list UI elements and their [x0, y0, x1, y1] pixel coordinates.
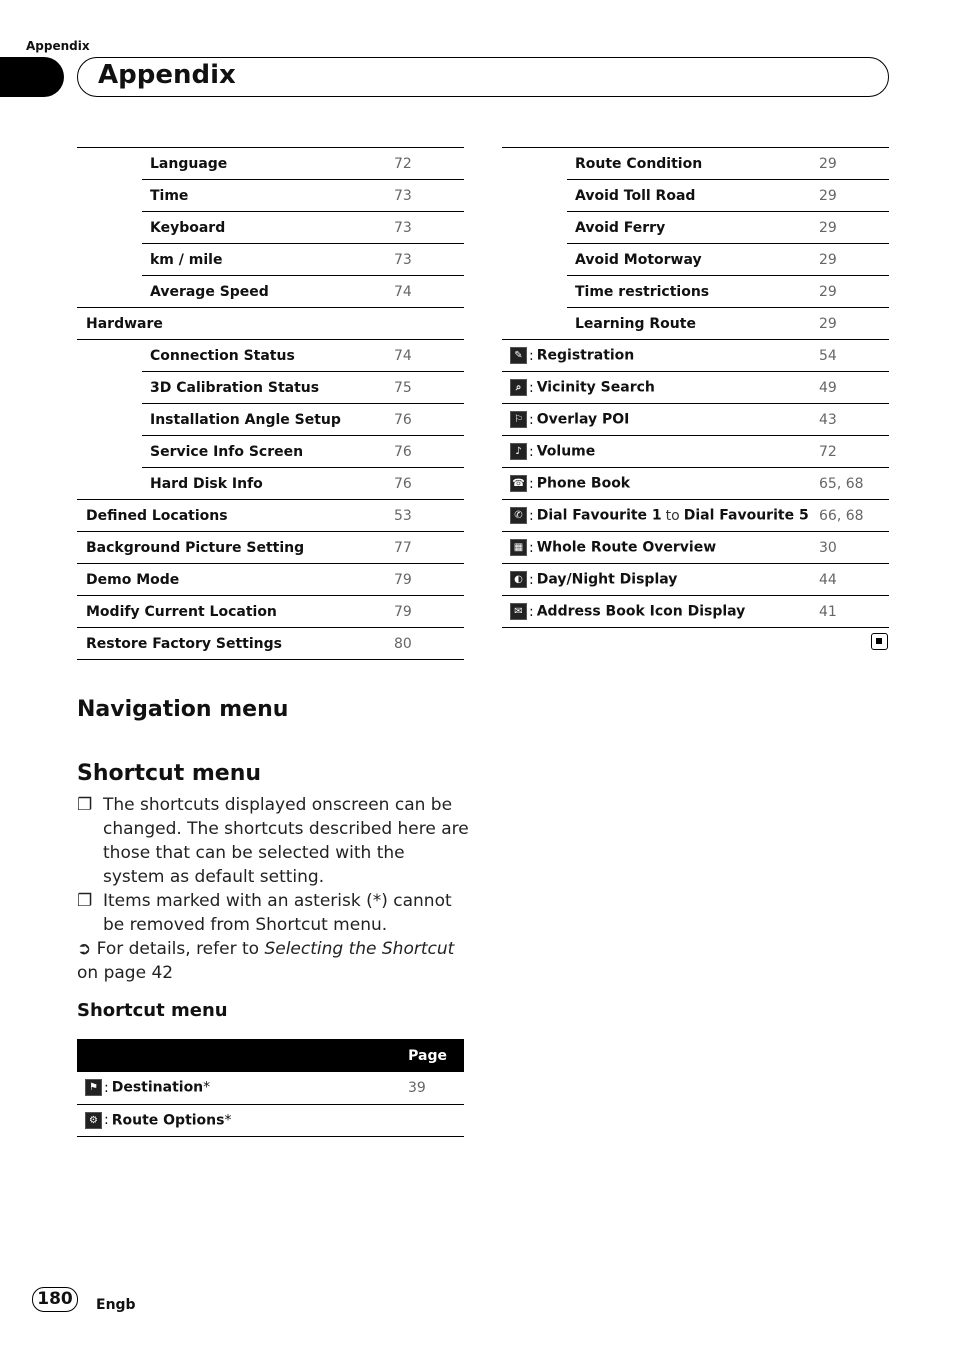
- registration-icon: ✎: [510, 347, 527, 364]
- row-page: 53: [394, 500, 464, 532]
- row-label: Restore Factory Settings: [77, 628, 394, 660]
- table-row: [77, 468, 464, 500]
- shortcut-menu-table: [77, 1039, 464, 1137]
- row-label: Route Condition: [567, 148, 819, 180]
- route-menu-table: [502, 147, 889, 628]
- checkbox-bullet-icon: ❐: [77, 795, 93, 815]
- table-row: ◐ : Day/Night Display 44: [502, 564, 889, 596]
- table-row: [502, 308, 889, 340]
- arrow-icon: ➲: [77, 939, 92, 959]
- table-row: ♪ : Volume 72: [502, 436, 889, 468]
- row-label: 3D Calibration Status: [142, 372, 394, 404]
- row-label: Connection Status: [142, 340, 394, 372]
- row-label: Average Speed: [142, 276, 394, 308]
- row-page: 77: [394, 532, 464, 564]
- row-label: Phone Book: [536, 475, 631, 492]
- row-page: 74: [394, 276, 464, 308]
- row-label-connector: to: [665, 507, 680, 524]
- note-item: [77, 793, 469, 889]
- shortcut-menu-heading: Shortcut menu: [77, 761, 262, 786]
- row-page: 29: [819, 180, 889, 212]
- row-page: 29: [819, 244, 889, 276]
- row-page: [408, 1104, 464, 1136]
- reference-link[interactable]: Selecting the Shortcut: [264, 939, 455, 959]
- row-label: Address Book Icon Display: [536, 603, 746, 620]
- row-label: Volume: [536, 443, 596, 460]
- table-row: [77, 596, 464, 628]
- table-row: ⚐ : Overlay POI 43: [502, 404, 889, 436]
- page-title: Appendix: [98, 60, 236, 90]
- row-page: 74: [394, 340, 464, 372]
- table-row: [502, 212, 889, 244]
- language-code: Engb: [96, 1297, 136, 1313]
- row-label: Keyboard: [142, 212, 394, 244]
- volume-icon: ♪: [510, 443, 527, 460]
- row-page: 65, 68: [819, 468, 889, 500]
- table-row: [77, 404, 464, 436]
- row-page: 76: [394, 404, 464, 436]
- settings-menu-table: [77, 147, 464, 660]
- asterisk: *: [203, 1079, 211, 1096]
- table-row: ✉ : Address Book Icon Display 41: [502, 596, 889, 628]
- row-page: [394, 308, 464, 340]
- row-page: 29: [819, 148, 889, 180]
- row-label: Defined Locations: [77, 500, 394, 532]
- row-page: 76: [394, 468, 464, 500]
- reference-note: [77, 937, 469, 985]
- row-label: Day/Night Display: [536, 571, 678, 588]
- checkbox-bullet-icon: ❐: [77, 891, 93, 911]
- row-page: 79: [394, 564, 464, 596]
- row-page: 44: [819, 564, 889, 596]
- row-page: 79: [394, 596, 464, 628]
- table-row: ✆ : Dial Favourite 1 to Dial Favourite 5 66, 68: [502, 500, 889, 532]
- table-row: ⚙ : Route Options*: [77, 1104, 464, 1136]
- row-page: 43: [819, 404, 889, 436]
- row-label: Hardware: [77, 308, 394, 340]
- table-row: [77, 564, 464, 596]
- table-row: [77, 244, 464, 276]
- row-page: 73: [394, 180, 464, 212]
- table-row: [77, 276, 464, 308]
- row-label: km / mile: [142, 244, 394, 276]
- row-page: 73: [394, 244, 464, 276]
- note-item: [77, 889, 469, 937]
- table-row: ✎ : Registration 54: [502, 340, 889, 372]
- row-page: 73: [394, 212, 464, 244]
- page-number: 180: [32, 1287, 78, 1312]
- table-row: ⌕ : Vicinity Search 49: [502, 372, 889, 404]
- row-page: 41: [819, 596, 889, 628]
- row-page: 39: [408, 1072, 464, 1104]
- row-page: 72: [394, 148, 464, 180]
- row-page: 30: [819, 532, 889, 564]
- vicinity-search-icon: ⌕: [510, 379, 527, 396]
- row-page: 29: [819, 212, 889, 244]
- table-row: [77, 436, 464, 468]
- row-label: Avoid Toll Road: [567, 180, 819, 212]
- row-page: 72: [819, 436, 889, 468]
- section-label: Appendix: [26, 39, 90, 53]
- table-row: ⚑ : Destination* 39: [77, 1072, 464, 1104]
- phone-book-icon: ☎: [510, 475, 527, 492]
- row-label: Destination: [111, 1079, 204, 1096]
- row-label: Hard Disk Info: [142, 468, 394, 500]
- navigation-menu-heading: Navigation menu: [77, 697, 289, 722]
- dial-favourite-icon: ✆: [510, 507, 527, 524]
- row-page: 29: [819, 308, 889, 340]
- reference-prefix: For details, refer to: [96, 939, 265, 959]
- row-label: Background Picture Setting: [77, 532, 394, 564]
- row-label-end: Dial Favourite 5: [683, 507, 809, 524]
- note-text: Items marked with an asterisk (*) cannot be removed from Shortcut menu.: [103, 891, 452, 935]
- row-label: Installation Angle Setup: [142, 404, 394, 436]
- end-of-section-icon: [871, 633, 888, 650]
- overlay-poi-icon: ⚐: [510, 411, 527, 428]
- row-page: 29: [819, 276, 889, 308]
- shortcut-menu-subheading: Shortcut menu: [77, 1000, 228, 1021]
- row-label: Avoid Motorway: [567, 244, 819, 276]
- table-row: [77, 500, 464, 532]
- title-bar: [77, 57, 889, 97]
- table-row: [77, 340, 464, 372]
- row-page: 76: [394, 436, 464, 468]
- row-label: Service Info Screen: [142, 436, 394, 468]
- table-row: [77, 628, 464, 660]
- note-text: The shortcuts displayed onscreen can be changed. The shortcuts described here are those that can be selected with the system as default setting.: [103, 795, 469, 887]
- reference-suffix: on page 42: [77, 963, 174, 983]
- asterisk: *: [224, 1112, 232, 1128]
- section-tab: [0, 57, 64, 97]
- route-options-icon: ⚙: [85, 1112, 102, 1129]
- row-page: 54: [819, 340, 889, 372]
- whole-route-overview-icon: ▦: [510, 539, 527, 556]
- row-label: Dial Favourite 1: [536, 507, 662, 524]
- table-row: [502, 244, 889, 276]
- row-page: 75: [394, 372, 464, 404]
- table-row: [502, 148, 889, 180]
- table-row: [77, 148, 464, 180]
- row-label: Overlay POI: [536, 411, 630, 428]
- row-label: Language: [142, 148, 394, 180]
- table-row: [77, 372, 464, 404]
- table-header-page: Page: [77, 1039, 464, 1072]
- day-night-display-icon: ◐: [510, 571, 527, 588]
- destination-icon: ⚑: [85, 1079, 102, 1096]
- row-label: Learning Route: [567, 308, 819, 340]
- table-row: [502, 276, 889, 308]
- row-label: Time restrictions: [567, 276, 819, 308]
- notes: [77, 793, 469, 985]
- table-row: [77, 308, 464, 340]
- row-label: Modify Current Location: [77, 596, 394, 628]
- row-label: Route Options: [111, 1112, 225, 1128]
- row-label: Time: [142, 180, 394, 212]
- table-row: [77, 532, 464, 564]
- row-page: 49: [819, 372, 889, 404]
- row-label: Registration: [536, 347, 635, 364]
- address-book-icon: ✉: [510, 603, 527, 620]
- table-row: [77, 180, 464, 212]
- row-page: 80: [394, 628, 464, 660]
- row-label: Avoid Ferry: [567, 212, 819, 244]
- row-label: Demo Mode: [77, 564, 394, 596]
- row-page: 66, 68: [819, 500, 889, 532]
- table-row: [502, 180, 889, 212]
- row-label: Vicinity Search: [536, 379, 655, 396]
- row-label: Whole Route Overview: [536, 539, 717, 556]
- table-row: ☎ : Phone Book 65, 68: [502, 468, 889, 500]
- table-row: [77, 212, 464, 244]
- table-row: ▦ : Whole Route Overview 30: [502, 532, 889, 564]
